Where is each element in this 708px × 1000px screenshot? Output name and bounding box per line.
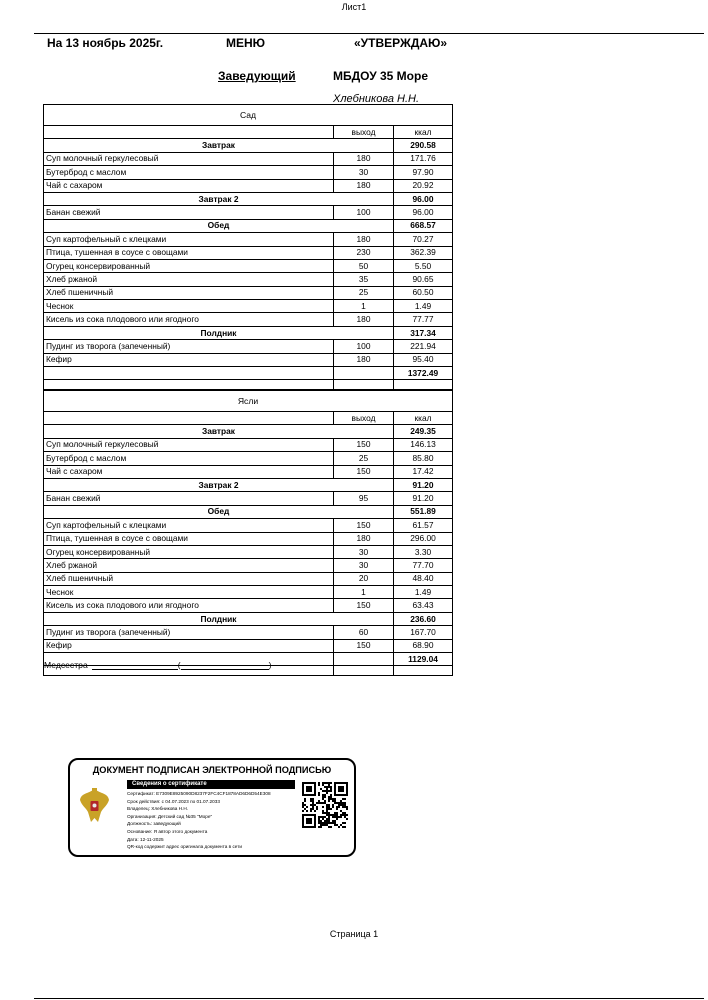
dish-row [44, 519, 453, 532]
header-yield: выход [334, 126, 394, 139]
coat-of-arms-icon [78, 786, 111, 826]
section-title: Завтрак 2 [44, 478, 394, 491]
dish-name: Чеснок [44, 300, 334, 313]
dish-kcal: 77.77 [394, 313, 453, 326]
dish-name: Суп картофельный с клецками [44, 233, 334, 246]
section-title: Полдник [44, 612, 394, 625]
section-row [44, 219, 453, 232]
dish-kcal: 167.70 [394, 626, 453, 639]
dish-name: Банан свежий [44, 206, 334, 219]
section-kcal: 91.20 [394, 478, 453, 491]
dish-kcal: 48.40 [394, 572, 453, 585]
section-kcal: 249.35 [394, 425, 453, 438]
dish-name: Птица, тушенная в соусе с овощами [44, 532, 334, 545]
menu-date: На 13 ноябрь 2025г. [47, 36, 164, 50]
dish-row [44, 559, 453, 572]
section-kcal: 668.57 [394, 219, 453, 232]
dish-row [44, 626, 453, 639]
blank-cell [334, 666, 394, 676]
dish-name: Банан свежий [44, 492, 334, 505]
dish-row [44, 259, 453, 272]
cert-line: Основание: Я автор этого документа [127, 828, 208, 834]
dish-name: Кисель из сока плодового или ягодного [44, 599, 334, 612]
dish-yield: 60 [334, 626, 394, 639]
dish-row [44, 206, 453, 219]
total-row [44, 367, 453, 380]
dish-kcal: 362.39 [394, 246, 453, 259]
cert-line: QR-код содержит адрес оригинала документа в сети [127, 844, 243, 850]
dish-row [44, 233, 453, 246]
dish-row [44, 340, 453, 353]
dish-yield: 25 [334, 452, 394, 465]
section-row [44, 505, 453, 518]
dish-yield: 1 [334, 586, 394, 599]
dish-row [44, 639, 453, 652]
section-kcal: 317.34 [394, 326, 453, 339]
sheet-name: Лист1 [341, 2, 367, 12]
dish-yield: 180 [334, 233, 394, 246]
qr-code-icon [302, 782, 348, 828]
approve-label: «УТВЕРЖДАЮ» [354, 36, 448, 50]
total-label-cell [44, 367, 334, 380]
dish-name: Пудинг из творога (запеченный) [44, 340, 334, 353]
top-divider [34, 33, 704, 34]
menu-table-garden [43, 104, 453, 390]
cert-details [127, 790, 305, 851]
dish-yield: 180 [334, 532, 394, 545]
header-kcal: ккал [394, 412, 453, 425]
blank-cell [394, 666, 453, 676]
dish-row [44, 313, 453, 326]
total-kcal: 1372.49 [394, 367, 453, 380]
dish-row [44, 572, 453, 585]
dish-yield: 95 [334, 492, 394, 505]
dish-yield: 180 [334, 353, 394, 366]
dish-row [44, 152, 453, 165]
nurse-open-paren: ( [177, 660, 181, 670]
cert-line: Должность: заведующий [127, 821, 181, 827]
dish-name: Хлеб пшеничный [44, 572, 334, 585]
nurse-label: Медсестра [44, 660, 88, 670]
dish-name: Кефир [44, 639, 334, 652]
nurse-signature [44, 659, 271, 670]
dish-name: Кисель из сока плодового или ягодного [44, 313, 334, 326]
dish-row [44, 286, 453, 299]
blank-cell [394, 380, 453, 390]
section-row [44, 326, 453, 339]
dish-yield: 150 [334, 465, 394, 478]
section-kcal: 551.89 [394, 505, 453, 518]
dish-yield: 20 [334, 572, 394, 585]
dish-name: Хлеб ржаной [44, 273, 334, 286]
dish-yield: 150 [334, 519, 394, 532]
section-kcal: 96.00 [394, 192, 453, 205]
dish-kcal: 95.40 [394, 353, 453, 366]
dish-row [44, 179, 453, 192]
section-row [44, 612, 453, 625]
dish-yield: 150 [334, 599, 394, 612]
header-yield: выход [334, 412, 394, 425]
dish-kcal: 63.43 [394, 599, 453, 612]
dish-row [44, 545, 453, 558]
dish-name: Хлеб пшеничный [44, 286, 334, 299]
dish-name: Пудинг из творога (запеченный) [44, 626, 334, 639]
menu-table-nursery [43, 390, 453, 676]
dish-name: Чай с сахаром [44, 465, 334, 478]
dish-yield: 1 [334, 300, 394, 313]
dish-yield: 230 [334, 246, 394, 259]
dish-kcal: 85.80 [394, 452, 453, 465]
section-row [44, 139, 453, 152]
signer-name: Хлебникова Н.Н. [333, 93, 420, 105]
total-yield-cell [334, 367, 394, 380]
section-kcal: 236.60 [394, 612, 453, 625]
total-yield-cell [334, 653, 394, 666]
dish-yield: 30 [334, 559, 394, 572]
header-name-cell [44, 412, 334, 425]
dish-kcal: 17.42 [394, 465, 453, 478]
org-name: МБДОУ 35 Море [333, 69, 429, 83]
dish-yield: 25 [334, 286, 394, 299]
section-row [44, 192, 453, 205]
dish-kcal: 96.00 [394, 206, 453, 219]
section-row [44, 425, 453, 438]
header-name-cell [44, 126, 334, 139]
section-title: Полдник [44, 326, 394, 339]
dish-row [44, 532, 453, 545]
section-row [44, 478, 453, 491]
dish-row [44, 438, 453, 451]
nurse-close-paren: ) [268, 660, 272, 670]
position-label: Заведующий [218, 69, 296, 83]
dish-row [44, 246, 453, 259]
dish-row [44, 452, 453, 465]
dish-kcal: 171.76 [394, 152, 453, 165]
dish-row [44, 166, 453, 179]
dish-name: Огурец консервированный [44, 545, 334, 558]
cert-line: Дата: 12-11-2025 [127, 836, 164, 842]
dish-kcal: 91.20 [394, 492, 453, 505]
dish-yield: 180 [334, 179, 394, 192]
dish-name: Суп молочный геркулесовый [44, 438, 334, 451]
dish-yield: 150 [334, 639, 394, 652]
dish-row [44, 273, 453, 286]
dish-name: Огурец консервированный [44, 259, 334, 272]
dish-kcal: 221.94 [394, 340, 453, 353]
dish-kcal: 90.65 [394, 273, 453, 286]
dish-yield: 35 [334, 273, 394, 286]
nurse-name-line [181, 659, 269, 670]
cert-line: Срок действия: с 04.07.2023 по 01.07.2033 [127, 798, 220, 804]
e-signature-stamp [68, 758, 356, 857]
section-title: Завтрак [44, 139, 394, 152]
table-header-row [44, 126, 453, 139]
dish-kcal: 77.70 [394, 559, 453, 572]
section-title: Обед [44, 219, 394, 232]
dish-row [44, 492, 453, 505]
dish-kcal: 68.90 [394, 639, 453, 652]
section-kcal: 290.58 [394, 139, 453, 152]
dish-name: Бутерброд с маслом [44, 166, 334, 179]
dish-name: Чай с сахаром [44, 179, 334, 192]
table-header-row [44, 412, 453, 425]
dish-yield: 100 [334, 206, 394, 219]
table-title-row [44, 391, 453, 412]
header-kcal: ккал [394, 126, 453, 139]
dish-kcal: 1.49 [394, 586, 453, 599]
dish-kcal: 61.57 [394, 519, 453, 532]
dish-name: Хлеб ржаной [44, 559, 334, 572]
dish-row [44, 300, 453, 313]
dish-row [44, 599, 453, 612]
dish-kcal: 146.13 [394, 438, 453, 451]
stamp-title: ДОКУМЕНТ ПОДПИСАН ЭЛЕКТРОННОЙ ПОДПИСЬЮ [92, 765, 332, 775]
dish-kcal: 20.92 [394, 179, 453, 192]
menu-title: МЕНЮ [226, 36, 266, 50]
cert-header: Сведения о сертификате [127, 780, 295, 789]
blank-row [44, 380, 453, 390]
dish-kcal: 1.49 [394, 300, 453, 313]
dish-yield: 180 [334, 152, 394, 165]
dish-name: Птица, тушенная в соусе с овощами [44, 246, 334, 259]
cert-line: Сертификат: E7309E8925090D8237F2FC4CF1878AD6D6D54E308 [127, 791, 271, 796]
dish-row [44, 465, 453, 478]
dish-yield: 100 [334, 340, 394, 353]
cert-line: Владелец: Хлебникова Н.Н. [127, 806, 189, 812]
dish-name: Чеснок [44, 586, 334, 599]
table-title: Сад [44, 105, 453, 126]
dish-kcal: 296.00 [394, 532, 453, 545]
dish-yield: 180 [334, 313, 394, 326]
cert-line: Организация: Детский сад №35 "Море" [127, 813, 213, 819]
table-title-row [44, 105, 453, 126]
page-number: Страница 1 [329, 929, 379, 939]
section-title: Обед [44, 505, 394, 518]
dish-yield: 150 [334, 438, 394, 451]
blank-cell [334, 380, 394, 390]
dish-row [44, 586, 453, 599]
dish-yield: 50 [334, 259, 394, 272]
dish-name: Суп картофельный с клецками [44, 519, 334, 532]
dish-kcal: 5.50 [394, 259, 453, 272]
table-title: Ясли [44, 391, 453, 412]
dish-kcal: 3.30 [394, 545, 453, 558]
dish-yield: 30 [334, 166, 394, 179]
section-title: Завтрак 2 [44, 192, 394, 205]
dish-name: Бутерброд с маслом [44, 452, 334, 465]
dish-kcal: 70.27 [394, 233, 453, 246]
dish-kcal: 60.50 [394, 286, 453, 299]
section-title: Завтрак [44, 425, 394, 438]
dish-name: Кефир [44, 353, 334, 366]
nurse-signature-line [92, 659, 178, 670]
dish-kcal: 97.90 [394, 166, 453, 179]
total-kcal: 1129.04 [394, 653, 453, 666]
blank-cell [44, 380, 334, 390]
dish-row [44, 353, 453, 366]
dish-yield: 30 [334, 545, 394, 558]
bottom-divider [34, 998, 704, 999]
dish-name: Суп молочный геркулесовый [44, 152, 334, 165]
